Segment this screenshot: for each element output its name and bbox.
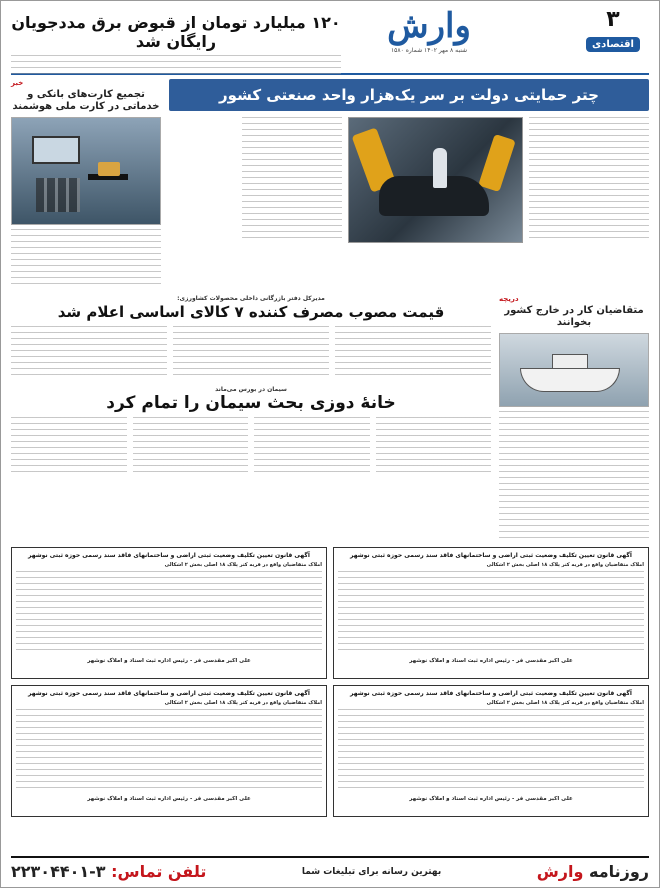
- side-news-tag: دریچه: [499, 295, 519, 303]
- factory-photo: [348, 117, 523, 243]
- price-story: [11, 295, 491, 539]
- notice-body: [16, 571, 322, 655]
- sidebar-news: [11, 79, 161, 289]
- notice-subtitle: املاک متقاضیان واقع در قریه کتر پلاک ۱۸ اصلی بخش ۲ اشکالی: [164, 700, 322, 706]
- atm-photo: [11, 117, 161, 225]
- phone-number[interactable]: ۳-۲۲۳۰۴۴۰۱: [11, 862, 106, 881]
- price-kicker: مدیرکل دفتر بازرگانی داخلی محصولات کشاورزی:: [177, 295, 325, 302]
- legal-notice: [333, 685, 649, 817]
- section-badge: اقتصادی: [586, 37, 640, 52]
- page-number: ۳: [606, 7, 620, 32]
- notice-body: [16, 709, 322, 793]
- side-news-box: [499, 295, 649, 539]
- legal-notice: [11, 685, 327, 817]
- notice-title: آگهی قانون تعیین تکلیف وضعیت ثبتی اراضی و ساختمانهای فاقد سند رسمی حوزه ثبتی نوشهر: [28, 552, 310, 559]
- footer-contact: [11, 862, 206, 881]
- price-headline[interactable]: قیمت مصوب مصرف کننده ۷ کالای اساسی اعلام شد: [57, 303, 445, 321]
- footer-brand-name: وارش: [536, 862, 584, 881]
- ship-photo: [499, 333, 649, 407]
- cement-kicker: سیمان در بورس می‌ماند: [215, 386, 287, 393]
- footer-slogan: بهترین رسانه برای تبلیغات شما: [301, 866, 442, 877]
- sidebar-text: [11, 229, 161, 289]
- footer-brand: [537, 862, 649, 881]
- lead-text-col-2: [242, 117, 342, 243]
- top-story-text: [11, 55, 341, 77]
- notice-subtitle: املاک متقاضیان واقع در قریه کتر پلاک ۱۸ اصلی بخش ۲ اشکالی: [486, 562, 644, 568]
- lead-text-col-1: [529, 117, 649, 243]
- footer-brand-prefix: روزنامه: [589, 862, 649, 881]
- masthead: [11, 7, 649, 69]
- cement-story: [11, 386, 491, 477]
- middle-section: [11, 295, 649, 539]
- lead-story-body: [169, 117, 649, 243]
- cement-text: [11, 417, 491, 477]
- notice-body: [338, 709, 644, 793]
- phone-label: تلفن تماس:: [111, 862, 207, 881]
- notice-signature: علی اکبر مقدسی فر - رئیس اداره ثبت اسناد و املاک نوشهر: [409, 658, 573, 664]
- newspaper-logo: [369, 7, 489, 54]
- notice-subtitle: املاک متقاضیان واقع در قریه کتر پلاک ۱۸ اصلی بخش ۲ اشکالی: [486, 700, 644, 706]
- page-number-box: [577, 7, 649, 52]
- news-tag: خبر: [11, 79, 24, 87]
- upper-section: [11, 79, 649, 289]
- notice-title: آگهی قانون تعیین تکلیف وضعیت ثبتی اراضی و ساختمانهای فاقد سند رسمی حوزه ثبتی نوشهر: [350, 690, 632, 697]
- masthead-brand: [369, 7, 649, 54]
- issue-info: شنبه ۸ مهر ۱۴۰۲ شماره ۱۵۸۰: [390, 47, 468, 54]
- notice-body: [338, 571, 644, 655]
- top-story: [11, 7, 341, 77]
- top-headline[interactable]: ۱۲۰ میلیارد تومان از قبوض برق مددجویان رایگان شد: [11, 13, 341, 51]
- notice-signature: علی اکبر مقدسی فر - رئیس اداره ثبت اسناد و املاک نوشهر: [87, 658, 251, 664]
- lead-headline[interactable]: چتر حمایتی دولت بر سر یک‌هزار واحد صنعتی کشور: [169, 79, 649, 111]
- cement-headline[interactable]: خانهٔ دوزی بحث سیمان را تمام کرد: [106, 393, 396, 413]
- legal-notice: [333, 547, 649, 679]
- footer-banner: [11, 856, 649, 881]
- legal-notice: [11, 547, 327, 679]
- notice-signature: علی اکبر مقدسی فر - رئیس اداره ثبت اسناد و املاک نوشهر: [409, 796, 573, 802]
- price-text: [11, 326, 491, 378]
- notice-title: آگهی قانون تعیین تکلیف وضعیت ثبتی اراضی و ساختمانهای فاقد سند رسمی حوزه ثبتی نوشهر: [350, 552, 632, 559]
- notice-title: آگهی قانون تعیین تکلیف وضعیت ثبتی اراضی و ساختمانهای فاقد سند رسمی حوزه ثبتی نوشهر: [28, 690, 310, 697]
- sidebar-headline[interactable]: تجمیع کارت‌های بانکی و خدماتی در کارت ملی هوشمند: [12, 89, 160, 112]
- legal-notices: [11, 547, 649, 817]
- notice-subtitle: املاک متقاضیان واقع در قریه کتر پلاک ۱۸ اصلی بخش ۲ اشکالی: [164, 562, 322, 568]
- side-news-text: [499, 411, 649, 539]
- logo-wordmark: وارش: [387, 6, 471, 46]
- notice-signature: علی اکبر مقدسی فر - رئیس اداره ثبت اسناد و املاک نوشهر: [87, 796, 251, 802]
- side-news-headline[interactable]: متقاضیان کار در خارج کشور بخوانند: [504, 305, 644, 328]
- lead-story: [169, 79, 649, 289]
